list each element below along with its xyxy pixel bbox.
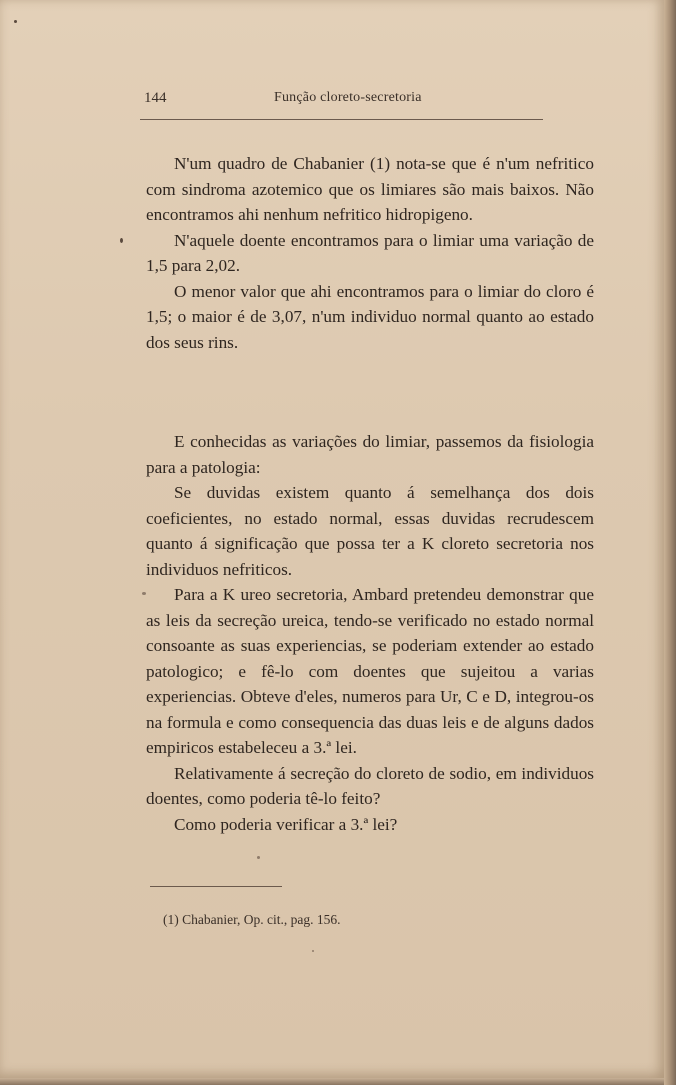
paper-speck [257,856,260,859]
paragraph: E conhecidas as variações do limiar, passemos da fisiologia para a patologia: [146,432,594,477]
page-edge [664,0,676,1085]
paper-speck [120,238,123,243]
text-block-2 [146,429,594,837]
running-head: Função cloreto-secretoria [274,90,422,105]
paragraph: N'um quadro de Chabanier (1) nota-se que é n'um nefritico com sindroma azotemico que os limiares são mais baixos. Não encontramos ahi nenhum nefritico hidropigeno. [146,154,594,224]
paper-speck [142,592,146,595]
page-number: 144 [144,90,167,106]
footnote: (1) Chabanier, Op. cit., pag. 156. [163,912,341,927]
paragraph: Para a K ureo secretoria, Ambard pretendeu demonstrar que as leis da secreção ureica, tendo-se verificado no estado normal consoante as suas experiencias, se poderiam extender ao estado patologico; e fê-lo com doentes que sujeitou a varias experiencias. Obteve d'eles, numeros para Ur, C e D, integrou-os na formula e como consequencia das duas leis e de alguns dados empiricos estabeleceu a 3.ª lei. [146,585,594,757]
paragraph: O menor valor que ahi encontramos para o limiar do cloro é 1,5; o maior é de 3,07, n'um individuo normal quanto ao estado dos seus rins. [146,281,594,352]
page-header [144,90,544,112]
page-bottom-edge [0,1078,664,1085]
text-block-1 [146,151,594,355]
paper-speck [14,20,17,23]
footnote-rule [150,886,282,887]
header-rule [140,119,543,120]
paragraph: Relativamente á secreção do cloreto de sodio, em individuos doentes, como poderia tê-lo feito? [146,763,594,808]
paragraph: N'aquele doente encontramos para o limiar uma variação de 1,5 para 2,02. [146,230,594,275]
paper-speck [312,950,314,952]
paragraph: Como poderia verificar a 3.ª lei? [174,814,398,834]
paragraph: Se duvidas existem quanto á semelhança dos dois coeficientes, no estado normal, essas duvidas recrudescem quanto á significação que possa ter a K cloreto secretoria nos individuos nefriticos. [146,483,594,579]
